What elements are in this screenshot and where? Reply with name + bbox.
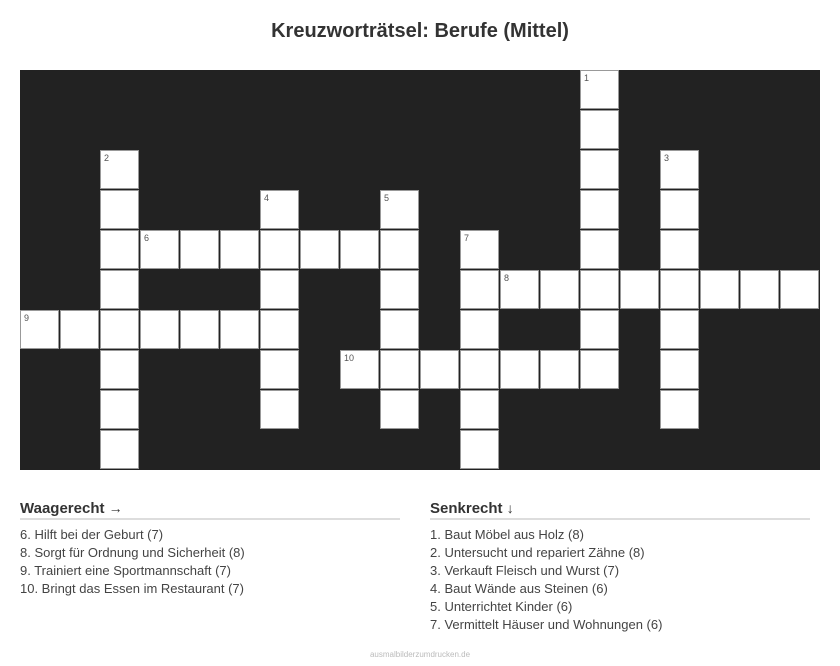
across-clue-list bbox=[20, 526, 400, 598]
crossword-cell[interactable] bbox=[260, 310, 299, 349]
crossword-cell[interactable] bbox=[100, 430, 139, 469]
crossword-cell[interactable] bbox=[100, 150, 139, 189]
across-clues bbox=[20, 500, 400, 598]
crossword-cell[interactable] bbox=[660, 310, 699, 349]
down-arrow-icon: ↓ bbox=[506, 500, 514, 516]
crossword-cell[interactable] bbox=[460, 230, 499, 269]
crossword-cell[interactable] bbox=[420, 350, 459, 389]
crossword-cell[interactable] bbox=[780, 270, 819, 309]
crossword-cell[interactable] bbox=[100, 310, 139, 349]
clue-number: 7 bbox=[464, 233, 470, 243]
clue-number: 3 bbox=[664, 153, 670, 163]
footer-source: ausmalbilderzumdrucken.de bbox=[369, 650, 471, 659]
crossword-cell[interactable] bbox=[100, 190, 139, 229]
crossword-cell[interactable] bbox=[660, 190, 699, 229]
crossword-cell[interactable] bbox=[500, 350, 539, 389]
crossword-cell[interactable] bbox=[340, 350, 379, 389]
across-clue: 8. Sorgt für Ordnung und Sicherheit (8) bbox=[20, 545, 245, 560]
crossword-cell[interactable] bbox=[460, 310, 499, 349]
crossword-cell[interactable] bbox=[100, 270, 139, 309]
crossword-cell[interactable] bbox=[20, 310, 59, 349]
crossword-cell[interactable] bbox=[580, 350, 619, 389]
down-clue: 2. Untersucht und repariert Zähne (8) bbox=[430, 545, 645, 560]
crossword-cell[interactable] bbox=[380, 350, 419, 389]
crossword-cell[interactable] bbox=[380, 270, 419, 309]
crossword-cell[interactable] bbox=[100, 350, 139, 389]
crossword-cell[interactable] bbox=[500, 270, 539, 309]
down-clue: 4. Baut Wände aus Steinen (6) bbox=[430, 581, 608, 596]
crossword-cell[interactable] bbox=[540, 270, 579, 309]
crossword-cell[interactable] bbox=[260, 230, 299, 269]
crossword-cell[interactable] bbox=[580, 270, 619, 309]
crossword-cell[interactable] bbox=[180, 230, 219, 269]
crossword-cell[interactable] bbox=[140, 310, 179, 349]
crossword-cell[interactable] bbox=[460, 390, 499, 429]
crossword-cell[interactable] bbox=[740, 270, 779, 309]
down-clue: 7. Vermittelt Häuser und Wohnungen (6) bbox=[430, 617, 663, 632]
down-clues bbox=[430, 500, 810, 634]
crossword-cell[interactable] bbox=[180, 310, 219, 349]
crossword-cell[interactable] bbox=[380, 390, 419, 429]
crossword-cell[interactable] bbox=[660, 350, 699, 389]
crossword-cell[interactable] bbox=[580, 150, 619, 189]
crossword-cell[interactable] bbox=[580, 310, 619, 349]
crossword-cell[interactable] bbox=[100, 390, 139, 429]
right-arrow-icon: → bbox=[108, 500, 123, 516]
down-heading bbox=[430, 500, 810, 520]
crossword-cell[interactable] bbox=[660, 270, 699, 309]
crossword-cell[interactable] bbox=[580, 190, 619, 229]
across-heading-label: Waagerecht bbox=[20, 500, 105, 517]
page-title: Kreuzworträtsel: Berufe (Mittel) bbox=[271, 20, 569, 42]
across-heading bbox=[20, 500, 400, 520]
clue-number: 6 bbox=[144, 233, 150, 243]
clue-number: 4 bbox=[264, 193, 270, 203]
crossword-cell[interactable] bbox=[580, 230, 619, 269]
clue-number: 2 bbox=[104, 153, 110, 163]
clue-number: 5 bbox=[384, 193, 390, 203]
clue-number: 8 bbox=[504, 273, 510, 283]
crossword-cell[interactable] bbox=[260, 190, 299, 229]
crossword-cell[interactable] bbox=[660, 230, 699, 269]
crossword-cell[interactable] bbox=[260, 270, 299, 309]
crossword-cell[interactable] bbox=[260, 350, 299, 389]
crossword-cell[interactable] bbox=[220, 230, 259, 269]
clue-number: 9 bbox=[24, 313, 30, 323]
crossword-cell[interactable] bbox=[380, 230, 419, 269]
crossword-cell[interactable] bbox=[660, 150, 699, 189]
across-clue: 6. Hilft bei der Geburt (7) bbox=[20, 527, 164, 542]
crossword-cell[interactable] bbox=[460, 270, 499, 309]
crossword-cell[interactable] bbox=[380, 310, 419, 349]
down-clue-list bbox=[430, 526, 810, 634]
clue-number: 10 bbox=[344, 353, 355, 363]
crossword-cell[interactable] bbox=[140, 230, 179, 269]
crossword-cell[interactable] bbox=[220, 310, 259, 349]
crossword-cell[interactable] bbox=[580, 110, 619, 149]
crossword-cell[interactable] bbox=[300, 230, 339, 269]
crossword-cell[interactable] bbox=[540, 350, 579, 389]
down-clue: 1. Baut Möbel aus Holz (8) bbox=[430, 527, 584, 542]
crossword-cell[interactable] bbox=[260, 390, 299, 429]
down-heading-label: Senkrecht bbox=[430, 500, 503, 517]
crossword-cell[interactable] bbox=[620, 270, 659, 309]
crossword-cell[interactable] bbox=[60, 310, 99, 349]
down-clue: 3. Verkauft Fleisch und Wurst (7) bbox=[430, 563, 620, 578]
crossword-cell[interactable] bbox=[460, 430, 499, 469]
down-clue: 5. Unterrichtet Kinder (6) bbox=[430, 599, 573, 614]
crossword-cell[interactable] bbox=[660, 390, 699, 429]
crossword-cell[interactable] bbox=[580, 70, 619, 109]
crossword-cell[interactable] bbox=[460, 350, 499, 389]
crossword-cell[interactable] bbox=[340, 230, 379, 269]
clue-number: 1 bbox=[584, 73, 590, 83]
across-clue: 9. Trainiert eine Sportmannschaft (7) bbox=[20, 563, 231, 578]
crossword-cell[interactable] bbox=[380, 190, 419, 229]
crossword-cell[interactable] bbox=[100, 230, 139, 269]
crossword-grid bbox=[20, 70, 820, 470]
across-clue: 10. Bringt das Essen im Restaurant (7) bbox=[20, 581, 244, 596]
crossword-cell[interactable] bbox=[700, 270, 739, 309]
